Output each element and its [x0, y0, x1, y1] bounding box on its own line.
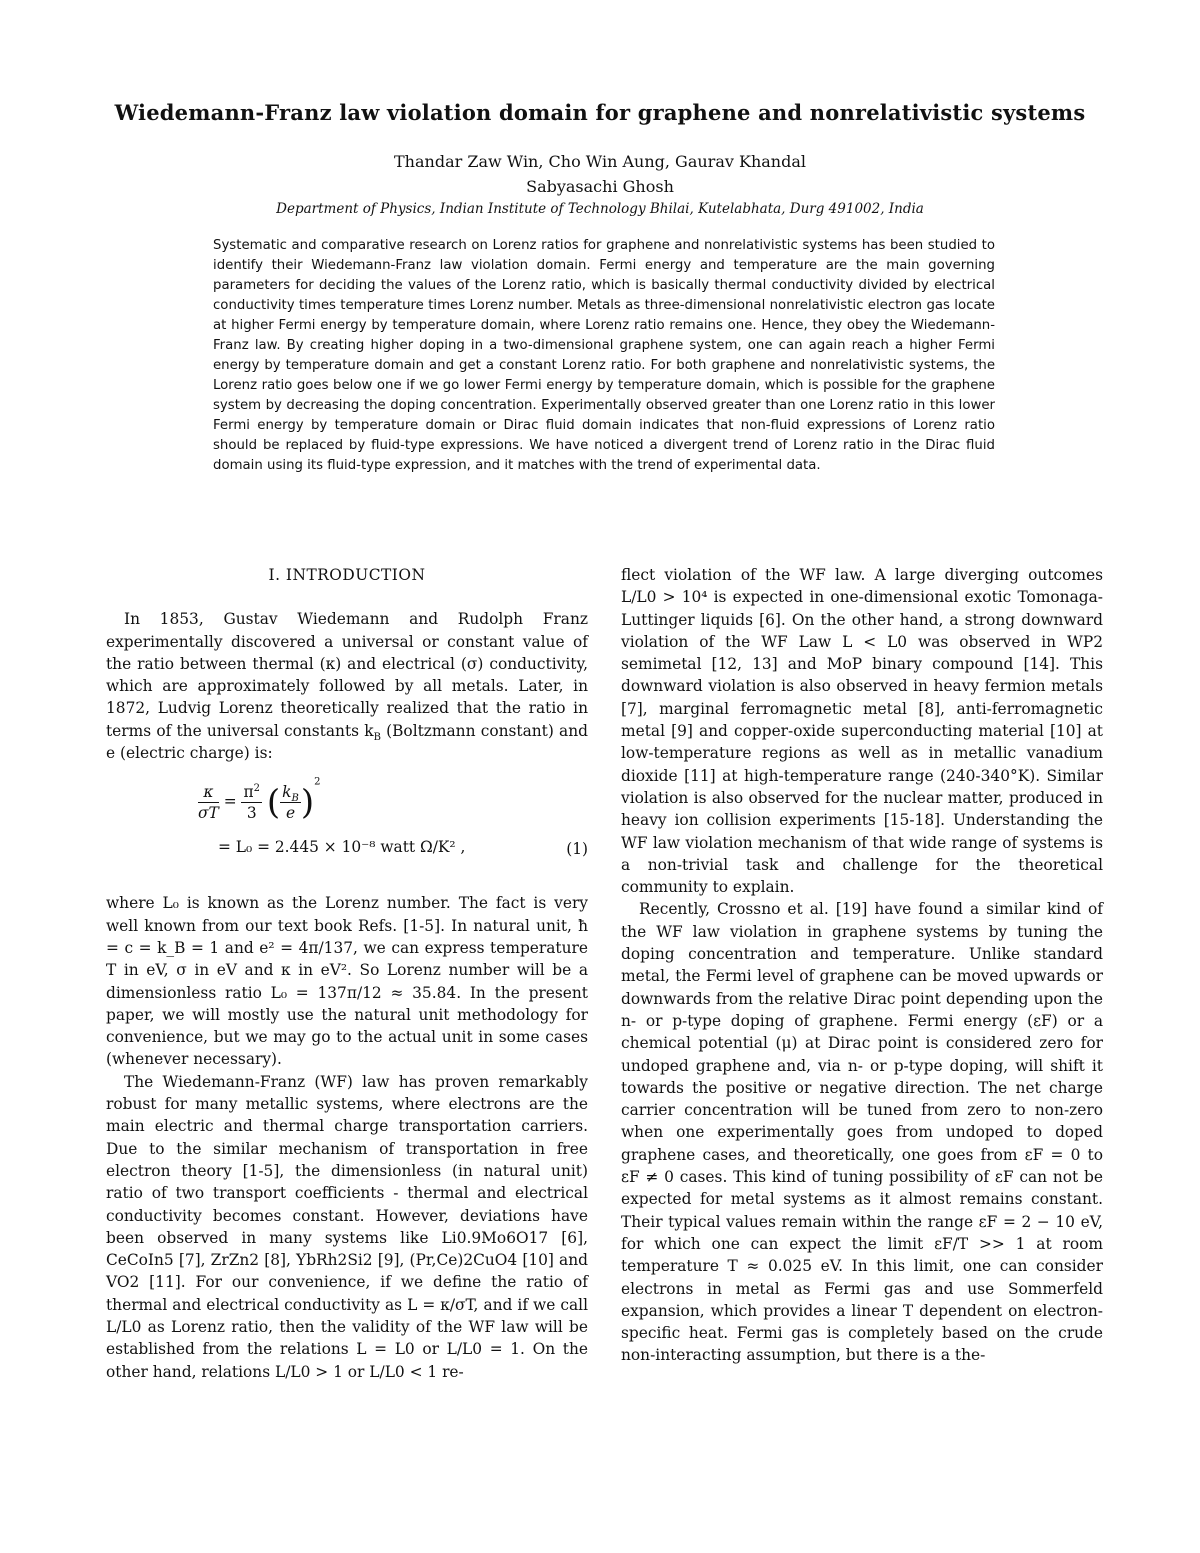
author-list-2: Sabyasachi Ghosh — [526, 177, 674, 196]
intro-text-tail: (Boltzmann constant) and e (electric charge) is: — [106, 721, 588, 763]
abstract: Systematic and comparative research on Lorenz ratios for graphene and nonrelativistic systems has been studied to identify their Wiedemann-Franz law violation domain. Fermi energy and temperature are the main governing parameters for deciding the values of the Lorenz ratio, which is basically thermal conductivity divided by electrical conductivity times temperature times Lorenz number. Metals as three-dimensional nonrelativistic electron gas locate at higher Fermi energy by temperature domain, where Lorenz ratio remains one. Hence, they obey the Wiedemann-Franz law. By creating higher doping in a two-dimensional graphene system, one can again reach a higher Fermi energy by temperature domain and get a constant Lorenz ratio. For both graphene and nonrelativistic systems, the Lorenz ratio goes below one if we go lower Fermi energy by temperature domain, which is possible for the graphene system by decreasing the doping concentration. Experimentally observed greater than one Lorenz ratio in this lower Fermi energy by temperature domain or Dirac fluid domain indicates that non-fluid expressions of Lorenz ratio should be replaced by fluid-type expressions. We have noticed a divergent trend of Lorenz ratio in the Dirac fluid domain using its fluid-type expression, and it matches with the trend of experimental data. — [213, 238, 995, 473]
left-column — [106, 564, 588, 1383]
equation-1 — [106, 770, 588, 882]
equation-line-1: $\frac{\kappa}{\sigma T}$ = $\frac{\pi^2}{3}$ ( $\frac{k_B}{e}$ )$^2$ — [198, 776, 321, 823]
paragraph-graphene: Recently, Crossno et al. [19] have found a similar kind of the WF law violation in graphene systems by tuning the doping concentration and temperature. Unlike standard metal, the Fermi level of graphene can be moved upwards or downwards from the relative Dirac point depending upon the n- or p-type doping of graphene. Fermi energy (εF) or a chemical potential (μ) at Dirac point is considered zero for undoped graphene and, via n- or p-type doping, will shift it towards the positive or negative direction. The net charge carrier concentration will be tuned from zero to non-zero when one experimentally goes from undoped to doped graphene cases, and theoretically, one goes from εF = 0 to εF ≠ 0 cases. This kind of tuning possibility of εF can not be expected for metal systems as it almost remains constant. Their typical values remain within the range εF = 2 − 10 eV, for which one can expect the limit εF/T >> 1 at room temperature T ≈ 0.025 eV. In this limit, one can consider electrons in metal as Fermi gas and use Sommerfeld expansion, which provides a linear T dependent on electron-specific heat. Fermi gas is completely based on the crude non-interacting assumption, but there is a the- — [621, 900, 1103, 1365]
intro-paragraph-1: In 1853, Gustav Wiedemann and Rudolph Franz experimentally discovered a universal or constant value of the ratio between thermal (κ) and electrical (σ) conductivity, which are approximately followed by all metals. Later, in 1872, Ludvig Lorenz theoretically realized that the ratio in terms of the universal constants $k_B$ (Boltzmann constant) and e (electric charge) is: — [106, 610, 588, 763]
paragraph-lorenz-number: where L₀ is known as the Lorenz number. The fact is very well known from our text book Refs. [1-5]. In natural unit, ħ = c = k_B = 1 and e² = 4π/137, we can express temperature T in eV, σ in eV and κ in eV². So Lorenz number will be a dimensionless ratio L₀ = 137π/12 ≈ 35.84. In the present paper, we will mostly use the natural unit methodology for convenience, but we may go to the actual unit in some cases (whenever necessary). — [106, 894, 588, 1069]
intro-text: In 1853, Gustav Wiedemann and Rudolph Franz experimentally discovered a universal or constant value of the ratio between thermal (κ) and electrical (σ) conductivity, which are approximately followed by all metals. Later, in 1872, Ludvig Lorenz theoretically realized that the ratio in terms of the universal constants k — [106, 610, 588, 740]
section-heading: I. INTRODUCTION — [268, 566, 426, 584]
affiliation: Department of Physics, Indian Institute of Technology Bhilai, Kutelabhata, Durg 491002, India — [276, 201, 924, 217]
paper-title: Wiedemann-Franz law violation domain for graphene and nonrelativistic systems — [114, 100, 1086, 125]
paragraph-wf-law: The Wiedemann-Franz (WF) law has proven remarkably robust for many metallic systems, where electrons are the main electric and thermal charge transportation carriers. Due to the similar mechanism of transportation in free electron theory [1-5], the dimensionless (in natural unit) ratio of two transport coefficients - thermal and electrical conductivity becomes constant. However, deviations have been observed in many systems like Li0.9Mo6O17 [6], CeCoIn5 [7], ZrZn2 [8], YbRh2Si2 [9], (Pr,Ce)2CuO4 [10] and VO2 [11]. For our convenience, if we define the ratio of thermal and electrical conductivity as L = κ/σT, and if we call L/L0 as Lorenz ratio, then the validity of the WF law will be established from the relations L = L0 or L/L0 = 1. On the other hand, relations L/L0 > 1 or L/L0 < 1 re- — [106, 1072, 588, 1381]
paragraph-violation: flect violation of the WF law. A large diverging outcomes L/L0 > 10⁴ is expected in one-dimensional exotic Tomonaga-Luttinger liquids [6]. On the other hand, a strong downward violation of the WF Law L < L0 was observed in WP2 semimetal [12, 13] and MoP binary compound [14]. This downward violation is also observed in heavy fermion metals [7], marginal ferromagnetic metal [8], anti-ferromagnetic metal [9] and copper-oxide superconducting material [10] at low-temperature regions as well as in metallic vanadium dioxide [11] at high-temperature range (240-340°K). Similar violation is also observed for the nuclear matter, produced in heavy ion collision experiments [15-18]. Understanding the WF law violation mechanism of that wide range of systems is a non-trivial task and challenge for the theoretical community to explain. — [621, 566, 1103, 897]
equation-number: (1) — [566, 840, 588, 859]
equation-line-2: = L₀ = 2.445 × 10⁻⁸ watt Ω/K² , — [218, 838, 466, 857]
right-column — [621, 564, 1103, 1367]
author-list: Thandar Zaw Win, Cho Win Aung, Gaurav Khandal — [394, 152, 806, 171]
